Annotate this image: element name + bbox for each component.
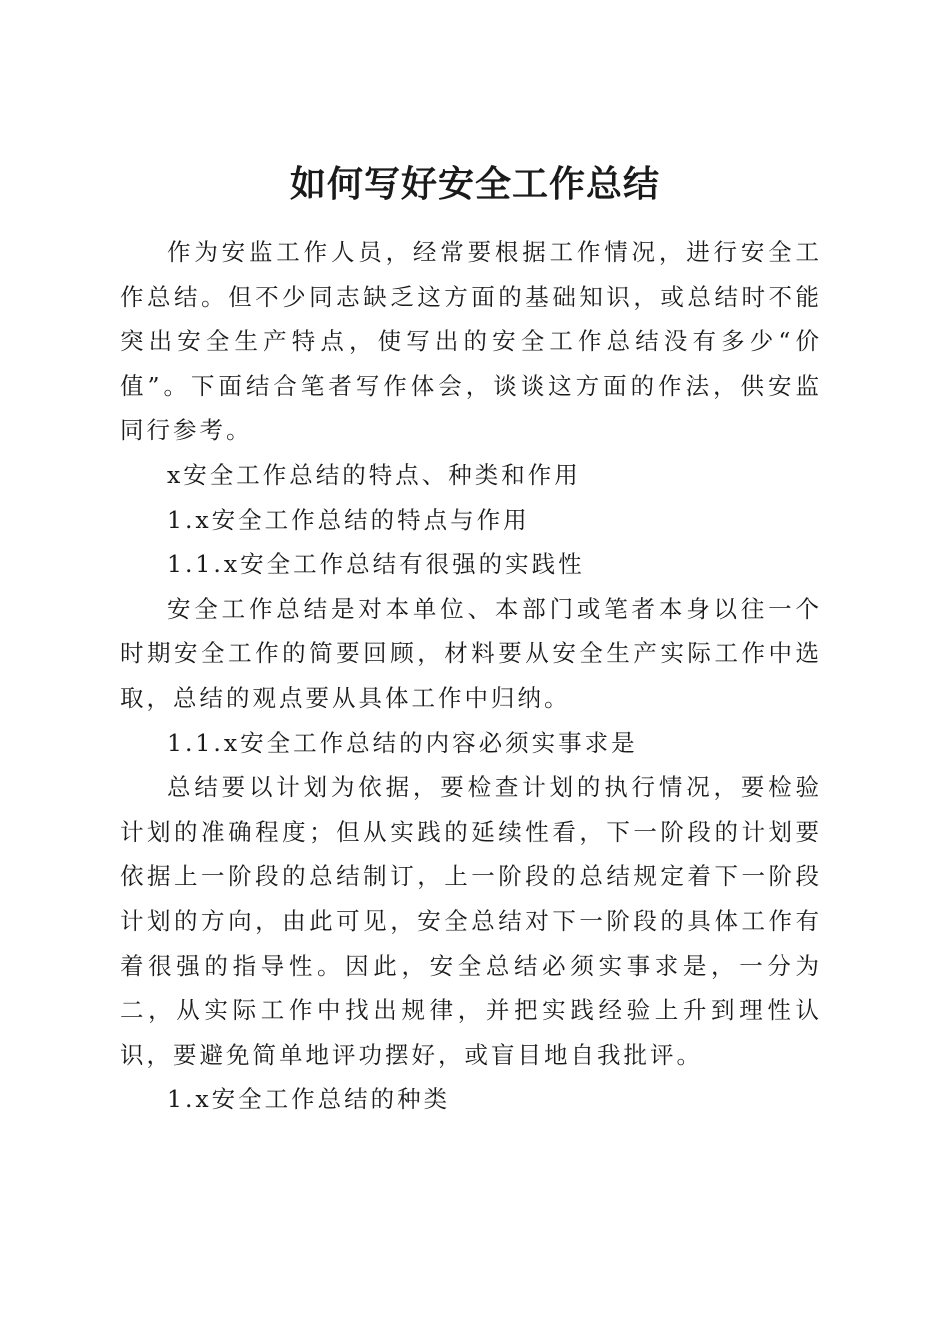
body-paragraph: 安全工作总结是对本单位、本部门或笔者本身以往一个时期安全工作的简要回顾，材料要从安全生产实际工作中选取，总结的观点要从具体工作中归纳。 — [120, 594, 822, 712]
subsubsection-heading: 1.1.x安全工作总结有很强的实践性 — [167, 550, 585, 579]
subsection-heading: 1.x安全工作总结的种类 — [167, 1085, 451, 1114]
body-paragraph: 总结要以计划为依据，要检查计划的执行情况，要检验计划的准确程度；但从实践的延续性看，下一阶段的计划要依据上一阶段的总结制订，上一阶段的总结规定着下一阶段计划的方向，由此可见，安全总结对下一阶段的具体工作有着很强的指导性。因此，安全总结必须实事求是，一分为二，从实际工作中找出规律，并把实践经验上升到理性认识，要避免简单地评功摆好，或盲目地自我批评。 — [120, 773, 822, 1069]
section-heading: x安全工作总结的特点、种类和作用 — [167, 460, 581, 489]
intro-paragraph: 作为安监工作人员，经常要根据工作情况，进行安全工作总结。但不少同志缺乏这方面的基础知识，或总结时不能突出安全生产特点，使写出的安全工作总结没有多少“价值”。下面结合笔者写作体会，谈谈这方面的作法，供安监同行参考。 — [120, 238, 822, 445]
subsection-heading: 1.x安全工作总结的特点与作用 — [167, 505, 530, 534]
document-title: 如何写好安全工作总结 — [289, 163, 660, 206]
document-body — [120, 230, 822, 1122]
subsubsection-heading: 1.1.x安全工作总结的内容必须实事求是 — [167, 728, 638, 757]
